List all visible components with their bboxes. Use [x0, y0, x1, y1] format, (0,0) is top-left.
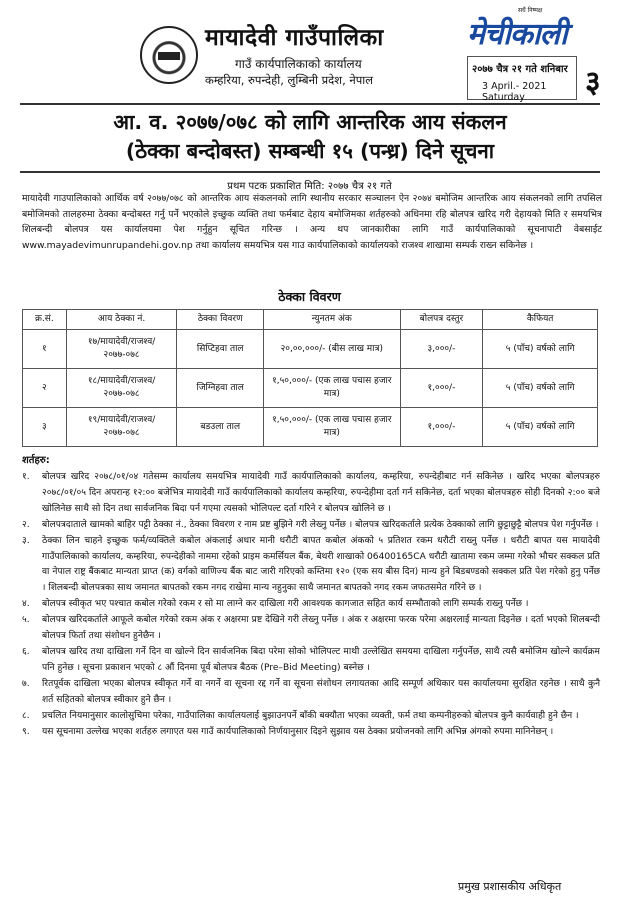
- table-title: ठेक्का विवरण: [278, 289, 341, 304]
- table-cell: १,५०,०००/- (एक लाख पचास हजार मात्र): [264, 408, 400, 447]
- table-cell: जिग्निहवा ताल: [177, 369, 264, 408]
- condition-item: [22, 645, 600, 677]
- divider: [20, 171, 600, 173]
- table-cell: सिप्टिहवा ताल: [177, 330, 264, 369]
- condition-text: रितपूर्वक दाखिला भएका बोलपत्र स्वीकृत गर्ने वा नगर्ने वा सूचना रद्द गर्ने वा सूचना संशोधन लगायतका आदि सम्पूर्ण अधिकार यस कार्यालयमा सुरक्षित रहनेछ । साथै कुनै शर्त सहितको बोलपत्र स्वीकार हुने छैन ।: [42, 678, 600, 705]
- table-cell: ३: [23, 408, 67, 447]
- table-cell: १,५०,०००/- (एक लाख पचास हजार मात्र): [264, 369, 400, 408]
- table-cell: १८/मायादेवी/राजश्व/ २०७७-०७८: [66, 369, 177, 408]
- column-header: क्र.सं.: [23, 310, 67, 330]
- page-number: ३: [585, 65, 601, 100]
- table-row: [23, 369, 598, 408]
- condition-item: [22, 677, 600, 709]
- condition-number: ५.: [22, 615, 30, 626]
- condition-number: २.: [22, 519, 30, 530]
- condition-item: [22, 613, 600, 645]
- condition-text: बोलपत्र खरिद तथा दाखिला गर्ने दिन वा खोल्ने दिन सार्वजनिक बिदा परेमा सोको भोलिपल्ट माथी उल्लेखित समयमा दाखिला गर्नुपर्नेछ, साथै त्यसै बमोजिम खोल्ने कार्यक्रम पनि हुनेछ । सूचना प्रकाशन भएको ८ औं दिनमा पूर्व बोलपत्र बैठक (Pre–Bid Meeting) बस्नेछ ।: [42, 646, 600, 673]
- signature-title: प्रमुख प्रशासकीय अधिकृत: [458, 880, 562, 893]
- condition-item: [22, 709, 600, 725]
- newspaper-date-box: [467, 56, 577, 103]
- column-header: कैफियत: [483, 310, 598, 330]
- table-cell: २: [23, 369, 67, 408]
- column-header: न्युनतम अंक: [264, 310, 400, 330]
- condition-text: यस सूचनामा उल्लेख भएका शर्तहरु लगाएत यस गाउँ कार्यपालिकाको निर्णयानुसार दिइने सुझाव यस ठेक्का प्रयोजनको लागि अभिन्न अंगको रुपमा मानिनेछन् ।: [42, 726, 554, 737]
- table-header-row: [23, 310, 598, 330]
- publication-date: प्रथम पटक प्रकाशित मिति: २०७७ चैत्र २१ गते: [227, 181, 392, 192]
- table-row: [23, 330, 598, 369]
- table-cell: २०,००,०००/- (बीस लाख मात्र): [264, 330, 400, 369]
- notice-title: [20, 108, 600, 166]
- column-header: आय ठेक्का नं.: [66, 310, 177, 330]
- condition-item: [22, 597, 600, 613]
- title-line-2: (ठेक्का बन्दोबस्त) सम्बन्धी १५ (पन्ध्र) दिने सूचना: [125, 139, 495, 163]
- office-address: कम्हरिया, रुपन्देही, लुम्बिनी प्रदेश, नेपाल: [205, 73, 374, 87]
- divider: [20, 103, 600, 105]
- condition-number: ८.: [22, 710, 30, 721]
- intro-paragraph: मायादेवी गाउपालिकाको आर्थिक वर्ष २०७७/०७८ को आन्तरिक आय संकलनको लागि स्थानीय सरकार सञ्चालन ऐन २०७४ बमोजिम आन्तरिक आय संकलनको लागि तपसिल बमोजिमको तालहरुमा ठेक्का बन्दोबस्त गर्नु पर्ने भएकोले इच्छुक व्यक्ति तथा फर्मबाट देहाय बमोजिमका शर्तहरुको अधिनमा रहि बोलपत्र खरिद गरी देहायको मिति र समयभित्र शिलबन्दी बोलपत्र यस कार्यालयमा पेश गर्नुहुन सूचित गरिन्छ । अन्य थप जानकारीका लागि गाउँ कार्यपालिकाको सूचनापाटी वेबसाईट www.mayadevimunrupandehi.gov.np तथा कार्यालय समयभित्र यस गाउ कार्यपालिकाको कार्यालयको राजश्व शाखामा सम्पर्क राख्न सकिनेछ ।: [22, 193, 602, 251]
- condition-number: ३.: [22, 535, 30, 546]
- condition-text: बोलपत्र खरिद २०७८/०१/०४ गतेसम्म कार्यालय समयभित्र मायादेवी गाउँ कार्यपालिकाको कार्यालय, कम्हरिया, रुपन्देहीबाट गर्न सकिनेछ । खरिद भएका बोलपत्रहरु २०७८/०१/०५ दिन अपरान्ह १२:०० बजेभित्र मायादेवी गाउँ कार्यपालिकाको कार्यालय कम्हरिया, रुपन्देहीमा दर्ता गर्न सकिनेछ, दर्ता भएका बोलपत्रहरु सोही दिनको २:०० बजे खोलिनेछ साथै सो दिन तथा सार्वजनिक बिदा पर्न गएमा त्यसको भोलिपल्ट दर्ता गरिने र बोलपत्र खोलिने छ ।: [42, 472, 600, 514]
- tender-table: [22, 309, 598, 447]
- date-english: 3 April.- 2021 Saturday: [482, 81, 547, 103]
- column-header: बोलपत्र दस्तुर: [400, 310, 483, 330]
- municipality-name: मायादेवी गाउँपालिका: [205, 25, 384, 51]
- table-cell: ५ (पाँच) वर्षको लागि: [483, 408, 598, 447]
- title-line-1: आ. व. २०७७/०७८ को लागि आन्तरिक आय संकलन: [113, 110, 507, 134]
- newspaper-tagline: सधैं निष्पक्ष: [518, 7, 543, 14]
- condition-text: बोलपत्रदाताले खामको बाहिर पट्टी ठेक्का नं., ठेक्का विवरण र नाम प्रष्ट बुझिने गरी लेख्नु पर्नेछ । बोलपत्र खरिदकर्ताले प्रत्येक ठेक्काको लागि छुट्टाछुट्टै बोलपत्र पेश गर्नुपर्नेछ ।: [42, 519, 599, 530]
- conditions-title: शर्तहरु:: [22, 455, 50, 466]
- table-cell: ५ (पाँच) वर्षको लागि: [483, 330, 598, 369]
- table-cell: ३,०००/-: [400, 330, 483, 369]
- table-cell: बडउला ताल: [177, 408, 264, 447]
- table-row: [23, 408, 598, 447]
- condition-text: प्रचलित नियमानुसार कालोसुचिमा परेका, गाउँपालिका कार्यालयलाई बुझाउनपर्ने बाँकी बक्यौता भएका व्यक्ती, फर्म तथा कम्पनीहरुको बोलपत्र कुनै कार्यवाही हुने छैन ।: [42, 710, 579, 721]
- condition-number: ९.: [22, 726, 30, 737]
- newspaper-logo: मेचीकाली: [467, 17, 567, 52]
- table-cell: १९/मायादेवी/राजश्व/ २०७७-०७८: [66, 408, 177, 447]
- condition-number: ४.: [22, 599, 30, 610]
- condition-item: [22, 518, 600, 534]
- table-cell: १७/मायादेवी/राजश्व/ २०७७-०७८: [66, 330, 177, 369]
- conditions-list: [22, 470, 600, 740]
- condition-number: १.: [22, 472, 30, 482]
- condition-item: [22, 534, 600, 598]
- table-cell: ५ (पाँच) वर्षको लागि: [483, 369, 598, 408]
- condition-text: बोलपत्र स्वीकृत भए पश्चात कबोल गरेको रकम र सो मा लाग्ने कर दाखिला गरी आवश्यक कागजात सहित कार्य सम्भौताको लागि सम्पर्क राख्नु पर्नेछ ।: [42, 599, 529, 610]
- table-cell: १,०००/-: [400, 369, 483, 408]
- condition-number: ६.: [22, 646, 30, 657]
- emblem-icon: [140, 26, 198, 84]
- condition-item: [22, 470, 600, 518]
- column-header: ठेक्का विवरण: [177, 310, 264, 330]
- condition-text: बोलपत्र खरिदकर्ताले आफूले कबोल गरेको रकम अंक र अक्षरमा प्रष्ट देखिने गरी लेख्नु पर्नेछ । अंक र अक्षरमा फरक परेमा अक्षरलाई मान्यता दिइनेछ । दर्ता भएको शिलबन्दी बोलपत्र फिर्ता तथा संशोधन हुनेछैन ।: [42, 615, 600, 642]
- office-name: गाउँ कार्यपालिकाको कार्यालय: [235, 57, 362, 71]
- table-cell: १,०००/-: [400, 408, 483, 447]
- condition-number: ७.: [22, 678, 30, 689]
- condition-item: [22, 725, 600, 741]
- condition-text: ठेक्का लिन चाहने इच्छुक फर्म/व्यक्तिले कबोल अंकलाई अधार मानी धरौटी बापत कबोल अंकको ५ प्रतिशत रकम धरौटी राख्नु पर्नेछ । धरौटी बापत यस मायादेवी गाउँपालिकाको कार्यालय, कम्हरिया, रुपन्देहीको नाममा रहेको प्राइम कमर्सियल बैंक, बेथरी शाखाको 06400165CA धरौटी खातामा रकम जम्मा गरेको भौचर सक्कल प्रति वा नेपाल राष्ट्र बैंकबाट मान्यता प्राप्त (क) वर्गको वाणिज्य बैंक बाट जारी गरिएको कम्तिमा १२० (एक सय बीस दिन) मान्य हुने बिडबण्डको सक्कल प्रति पेश गरेको हुनु पर्नेछ । शिलबन्दी बोलपत्रका साथ जमानत बापतको रकम नगद राखेमा मान्य नहुनुका साथै जमानत बापतको नगद रकम जफतसमेत गरिने छ ।: [42, 535, 600, 594]
- date-nepali: २०७७ चैत्र २१ गते शनिबार: [472, 64, 568, 75]
- table-cell: १: [23, 330, 67, 369]
